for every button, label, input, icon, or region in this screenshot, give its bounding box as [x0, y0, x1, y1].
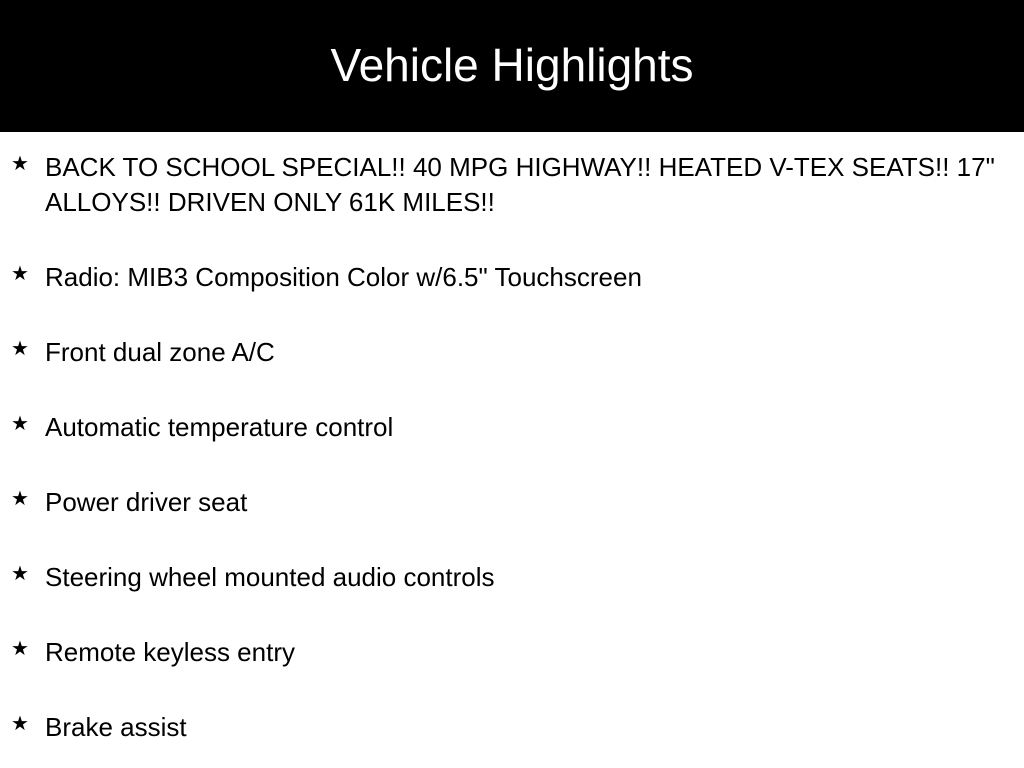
list-item-text: Steering wheel mounted audio controls	[45, 562, 495, 592]
highlights-list	[0, 150, 1024, 745]
list-item-text: Power driver seat	[45, 487, 248, 517]
star-icon: ★	[11, 263, 29, 285]
list-item	[0, 635, 1024, 670]
star-icon: ★	[11, 413, 29, 435]
header-bar	[0, 0, 1024, 132]
star-icon: ★	[11, 713, 29, 735]
list-item-text: Radio: MIB3 Composition Color w/6.5" Touchscreen	[45, 262, 642, 292]
list-item	[0, 710, 1024, 745]
star-icon: ★	[11, 563, 29, 585]
list-item	[0, 410, 1024, 445]
list-item-text: Remote keyless entry	[45, 637, 295, 667]
list-item-text: BACK TO SCHOOL SPECIAL!! 40 MPG HIGHWAY!! HEATED V-TEX SEATS!! 17" ALLOYS!! DRIVEN ONLY 61K MILES!!	[45, 152, 995, 217]
list-item-text: Automatic temperature control	[45, 412, 394, 442]
star-icon: ★	[11, 153, 29, 175]
star-icon: ★	[11, 638, 29, 660]
list-item	[0, 335, 1024, 370]
list-item-text: Brake assist	[45, 712, 187, 742]
list-item-text: Front dual zone A/C	[45, 337, 275, 367]
list-item	[0, 560, 1024, 595]
star-icon: ★	[11, 488, 29, 510]
list-item	[0, 150, 1024, 220]
list-item	[0, 260, 1024, 295]
star-icon: ★	[11, 338, 29, 360]
list-item	[0, 485, 1024, 520]
page-title: Vehicle Highlights	[330, 39, 694, 91]
